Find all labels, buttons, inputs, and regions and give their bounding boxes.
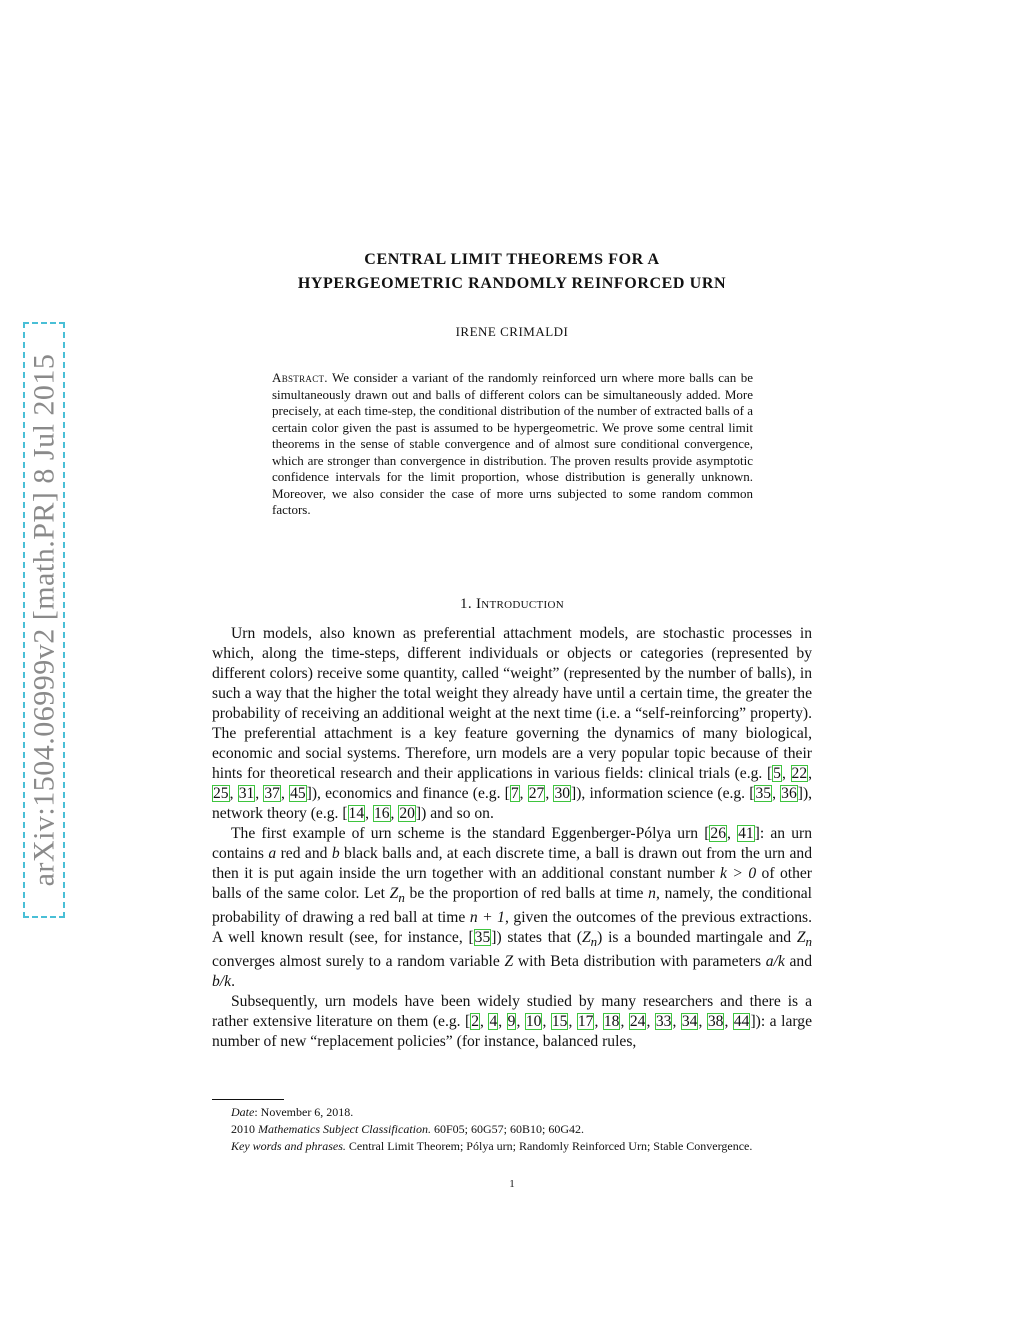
text-run: and (784, 953, 813, 971)
text-run: ]) and so on. (415, 805, 494, 822)
citation-link[interactable]: 26 (710, 825, 727, 842)
body-text (212, 624, 812, 1052)
abstract (272, 370, 753, 519)
citation-group (474, 929, 492, 946)
citation-link[interactable]: 27 (528, 785, 545, 802)
citation-group: 5, 22, 25, 31, 37, 45 (213, 765, 813, 802)
footnote-msc (212, 1121, 812, 1138)
text-run: ]), economics and finance (e.g. [ (306, 785, 510, 802)
footnote-date (212, 1104, 812, 1121)
math-z: Z (389, 885, 399, 902)
citation-link[interactable]: 36 (781, 785, 797, 802)
citation-link[interactable]: 35 (474, 929, 491, 947)
citation-link[interactable]: 5 (773, 765, 781, 782)
citation-link[interactable]: 14 (348, 805, 365, 822)
msc-label: Mathematics Subject Classification. (258, 1122, 431, 1136)
citation-link[interactable]: 15 (551, 1013, 568, 1031)
paper-title (212, 248, 812, 296)
footnotes (212, 1104, 812, 1155)
citation-link[interactable]: 9 (507, 1013, 516, 1031)
text-run: ]), information science (e.g. [ (571, 785, 755, 802)
math-b: b (331, 845, 340, 862)
author-name: IRENE CRIMALDI (455, 324, 569, 339)
date-value: : November 6, 2018. (254, 1105, 354, 1119)
math-n-plus-1: n + 1 (469, 909, 505, 927)
text-run: ]: an urn contains (212, 825, 813, 862)
text-run: be the proportion of red balls at time (404, 885, 649, 902)
text-run: Urn models, also known as preferential attachment models, are stochastic processes in which, along the time-steps, different individuals or objects or categories (represented by different colors) receive some quantity, called “weight” (represented by the number of balls), in such a way that the higher the total weight they already have until a certain time, the greater the probability of receiving an additional weight at the next time (i.e. a “self-reinforcing” property). The preferential attachment is a key feature governing the dynamics of many biological, economic and social systems. Therefore, urn models are a very popular topic because of their hints for theoretical research and their applications in various fields: clinical trials (e.g. [ (212, 625, 812, 782)
math-sub-n: n (398, 890, 405, 906)
math-z: Z (504, 953, 514, 971)
paragraph-3 (212, 992, 812, 1052)
citation-link[interactable]: 25 (213, 785, 229, 802)
text-run: of other balls of the same color. Let (212, 865, 812, 902)
math-sub-n: n (805, 934, 812, 950)
math-b-over-k: b/k (212, 973, 232, 991)
text-run: . (231, 973, 235, 991)
title-line-1: CENTRAL LIMIT THEOREMS FOR A (364, 251, 660, 268)
citation-link[interactable]: 24 (629, 1013, 646, 1031)
arxiv-identifier: arXiv:1504.06999v2 [math.PR] 8 Jul 2015 (27, 353, 60, 887)
text-run: ) is a bounded martingale and (597, 929, 797, 947)
text-run: , namely, the conditional probability of drawing a red ball at time (212, 885, 812, 927)
section-title: Introduction (475, 596, 564, 612)
math-a-over-k: a/k (765, 953, 785, 971)
math-z: Z (581, 929, 591, 947)
citation-link[interactable]: 34 (681, 1013, 698, 1031)
citation-link[interactable]: 30 (554, 785, 571, 802)
text-run: ]), network theory (e.g. [ (212, 785, 813, 822)
math-k: k > 0 (720, 865, 757, 882)
citation-group: 35, 36 (755, 785, 797, 802)
citation-link[interactable]: 45 (290, 785, 306, 802)
citation-group: 2, 4, 9, 10, 15, 17, 18, 24, 33, 34, 38, 44 (471, 1013, 750, 1031)
keywords-value: Central Limit Theorem; Pólya urn; Randomly Reinforced Urn; Stable Convergence. (345, 1139, 753, 1153)
footnote-keywords (212, 1138, 812, 1155)
citation-group: 14, 16, 20 (348, 805, 415, 822)
msc-value: 60F05; 60G57; 60B10; 60G42. (430, 1122, 584, 1136)
abstract-label: Abstract. (272, 370, 328, 385)
text-run: ]): a large number of new “replacement policies” (for instance, balanced rules, (212, 1013, 812, 1051)
date-label: Date (231, 1105, 255, 1119)
title-line-2: HYPERGEOMETRIC RANDOMLY REINFORCED URN (297, 275, 727, 292)
citation-link[interactable]: 38 (707, 1013, 724, 1031)
keywords-label: Key words and phrases. (231, 1139, 346, 1153)
citation-link[interactable]: 17 (577, 1013, 594, 1031)
citation-link[interactable]: 33 (655, 1013, 672, 1031)
citation-link[interactable]: 31 (238, 785, 255, 802)
citation-link[interactable]: 37 (264, 785, 280, 802)
paragraph-2 (212, 824, 812, 992)
math-a: a (268, 845, 277, 862)
text-run: Subsequently, urn models have been widely studied by many researchers and there is a rather extensive literature on them (e.g. [ (212, 993, 812, 1031)
citation-link[interactable]: 7 (510, 785, 519, 802)
citation-link[interactable]: 44 (733, 1013, 750, 1031)
citation-link[interactable]: 22 (791, 765, 808, 782)
citation-link[interactable]: 2 (471, 1013, 480, 1031)
citation-link[interactable]: 10 (525, 1013, 542, 1031)
citation-group: 26, 41 (710, 825, 754, 842)
text-run: black balls and, at each discrete time, a ball is drawn out from the urn and then it is put again inside the urn together with an additional constant number (212, 845, 812, 882)
text-run: red and (276, 845, 332, 862)
arxiv-identifier-stamp (23, 322, 65, 918)
msc-prefix: 2010 (231, 1122, 258, 1136)
citation-link[interactable]: 18 (603, 1013, 620, 1031)
citation-link[interactable]: 4 (489, 1013, 498, 1031)
section-number: 1. (460, 596, 472, 612)
page-number: 1 (509, 1178, 515, 1190)
citation-link[interactable]: 16 (373, 805, 390, 822)
citation-link[interactable]: 20 (399, 805, 415, 822)
text-run: converges almost surely to a random variable (212, 953, 505, 971)
math-z: Z (796, 929, 806, 947)
paragraph-1 (212, 624, 812, 824)
math-sub-n: n (590, 934, 598, 950)
citation-link[interactable]: 41 (738, 825, 754, 842)
footnote-rule (212, 1099, 284, 1100)
text-run: , given the outcomes of the previous extractions. A well known result (see, for instance, [ (212, 909, 813, 947)
math-n: n (648, 885, 656, 902)
abstract-text: We consider a variant of the randomly reinforced urn where more balls can be simultaneously drawn out and balls of different colors can be simultaneously added. More precisely, at each time-step, the conditional distribution of the number of extracted balls of a certain color given the past is assumed to be hypergeometric. We prove some central limit theorems in the sense of stable convergence and of almost sure conditional convergence, which are stronger than convergence in distribution. The proven results provide asymptotic confidence intervals for the limit proportion, whose distribution is generally unknown. Moreover, we also consider the case of more urns subjected to some random common factors. (272, 370, 753, 517)
text-run: with Beta distribution with parameters (513, 953, 766, 971)
text-run: The first example of urn scheme is the standard Eggenberger-Pólya urn [ (231, 825, 710, 842)
citation-group: 7, 27, 30 (510, 785, 571, 802)
text-run: ]) states that ( (491, 929, 582, 947)
section-heading (212, 596, 812, 613)
citation-link[interactable]: 35 (755, 785, 772, 802)
